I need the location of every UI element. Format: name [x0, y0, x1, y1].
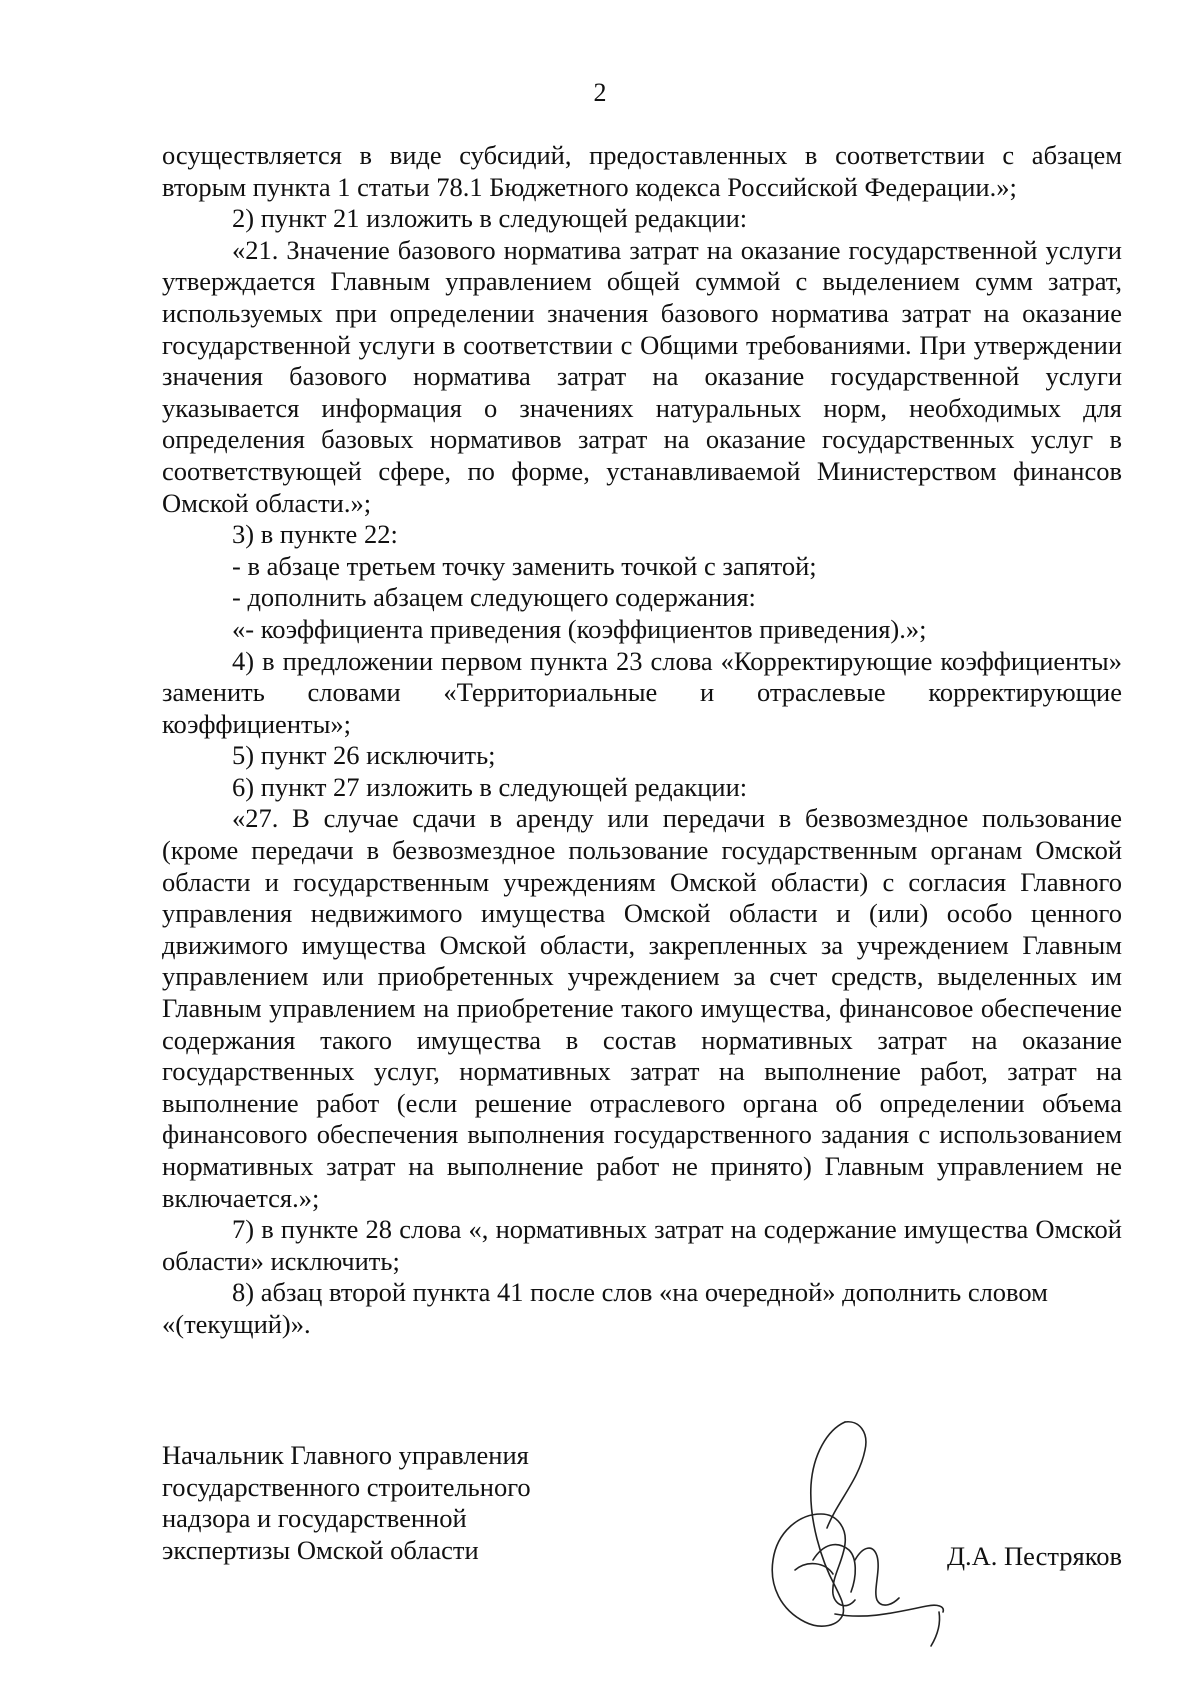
paragraph-4: 3) в пункте 22: [232, 519, 398, 550]
paragraph-13: 8) абзац второй пункта 41 после слов «на очередной» дополнить словом «(текущий)». [162, 1277, 1048, 1339]
signatory-title-line-2: государственного строительного [162, 1471, 531, 1502]
signatory-title-line-1: Начальник Главного управления [162, 1440, 529, 1470]
paragraph-3: «21. Значение базового норматива затрат на оказание государственной услуги утверждается Главным управлением общей суммой с выделением сумм затрат, используемых при определении значения базового норматива затрат на оказание государственной услуги в соответствии с Общими требованиями. При утверждении значения базового норматива затрат на оказание государственной услуги указывается информация о значениях натуральных норм, необходимых для определения базовых нормативов затрат на оказание государственных услуг в соответствующей сфере, по форме, устанавливаемой Министерством финансов Омской области.»; [162, 234, 1122, 518]
paragraph-1: осуществляется в виде субсидий, предоставленных в соответствии с абзацем вторым пункта 1 статьи 78.1 Бюджетного кодекса Российской Федерации.»; [162, 140, 1122, 202]
signatory-title-line-4: экспертизы Омской области [162, 1534, 479, 1565]
signature-block [162, 1440, 1122, 1660]
paragraph-9: 5) пункт 26 исключить; [232, 740, 496, 771]
paragraph-8: 4) в предложении первом пункта 23 слова «Корректирующие коэффициенты» заменить словами «Территориальные и отраслевые корректирующие коэффициенты»; [162, 645, 1122, 739]
paragraph-12: 7) в пункте 28 слова «, нормативных затрат на содержание имущества Омской области» исключить; [162, 1214, 1122, 1276]
signatory-title [162, 1440, 622, 1566]
paragraph-10: 6) пункт 27 изложить в следующей редакции: [232, 771, 748, 802]
paragraph-2: 2) пункт 21 изложить в следующей редакции: [232, 203, 748, 234]
signatory-title-line-3: надзора и государственной [162, 1503, 467, 1534]
paragraph-6: - дополнить абзацем следующего содержания: [232, 582, 756, 613]
paragraph-11: «27. В случае сдачи в аренду или передачи в безвозмездное пользование (кроме передачи в безвозмездное пользование государственным органам Омской области и государственным учреждениям Омской области) с согласия Главного управления недвижимого имущества Омской области и (или) особо ценного движимого имущества Омской области, закрепленных за учреждением Главным управлением или приобретенных учреждением за счет средств, выделенных им Главным управлением на приобретение такого имущества, финансовое обеспечение содержания такого имущества в состав нормативных затрат на оказание государственных услуг, нормативных затрат на выполнение работ, затрат на выполнение работ (если решение отраслевого органа об определении объема финансового обеспечения выполнения государственного задания с использованием нормативных затрат на выполнение работ не принято) Главным управлением не включается.»; [162, 803, 1122, 1213]
paragraph-7: «- коэффициента приведения (коэффициентов приведения).»; [232, 613, 927, 644]
page-number: 2 [593, 78, 607, 107]
paragraph-5: - в абзаце третьем точку заменить точкой с запятой; [232, 550, 817, 581]
signatory-name: Д.А. Пестряков [946, 1541, 1122, 1571]
document-body [162, 140, 1122, 1341]
handwritten-signature [717, 1410, 957, 1650]
